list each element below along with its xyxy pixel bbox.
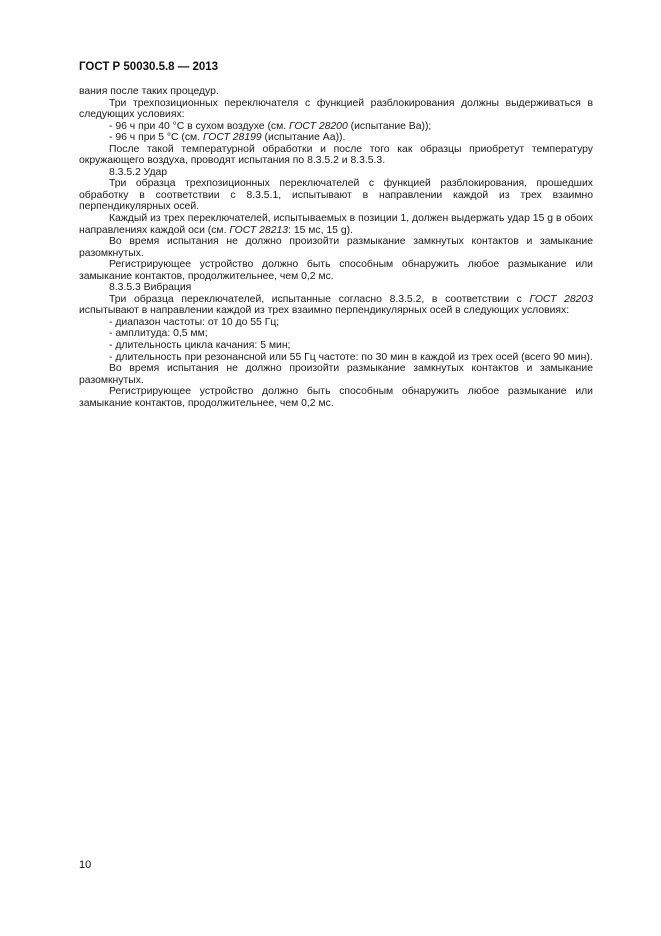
list-item: - диапазон частоты: от 10 до 55 Гц;: [109, 316, 280, 328]
paragraph: Три образца трехпозиционных переключателей с функцией разблокирования, прошедших обработку в соответствии с 8.3.5.1, испытывают в направлении каждой из трех взаимно перпендикулярных осей.: [79, 178, 593, 213]
paragraph: Во время испытания не должно произойти размыкание замкнутых контактов и замыкание разомкнутых.: [79, 363, 593, 386]
document-header: ГОСТ Р 50030.5.8 — 2013: [79, 61, 219, 73]
paragraph: Во время испытания не должно произойти размыкание замкнутых контактов и замыкание разомкнутых.: [79, 236, 593, 259]
standard-reference: ГОСТ 28200: [289, 120, 348, 132]
list-item: - длительность при резонансной или 55 Гц частоте: по 30 мин в каждой из трех осей (всего 90 мин).: [109, 351, 593, 363]
paragraph: Регистрирующее устройство должно быть способным обнаружить любое размыкание или замыкание контактов, продолжительнее, чем 0,2 мс.: [79, 259, 593, 282]
paragraph: вания после таких процедур.: [79, 86, 219, 97]
list-item: - 96 ч при 40 °С в сухом воздухе (см. ГОСТ 28200 (испытание Ва));: [109, 120, 432, 132]
document-body: [79, 86, 593, 409]
standard-reference: ГОСТ 28203: [529, 293, 593, 305]
list-item: - амплитуда: 0,5 мм;: [109, 328, 208, 340]
list-item: - 96 ч при 5 °С (см. ГОСТ 28199 (испытание Аа)).: [109, 132, 346, 144]
list-item: - длительность цикла качания: 5 мин;: [109, 340, 291, 352]
standard-reference: ГОСТ 28199: [202, 132, 262, 144]
paragraph: Каждый из трех переключателей, испытываемых в позиции 1, должен выдержать удар 15 g в обоих направлениях каждой оси (см. ГОСТ 28213: 15 мс, 15 g).: [79, 213, 593, 236]
standard-reference: ГОСТ 28213: [229, 224, 289, 236]
paragraph: Регистрирующее устройство должно быть способным обнаружить любое размыкание или замыкание контактов, продолжительнее, чем 0,2 мс.: [79, 386, 593, 409]
paragraph: Три образца переключателей, испытанные согласно 8.3.5.2, в соответствии с ГОСТ 28203 испытывают в направлении каждой из трех взаимно перпендикулярных осей в следующих условиях:: [79, 293, 593, 317]
page-number: 10: [79, 859, 92, 871]
section-heading: 8.3.5.2 Удар: [109, 166, 168, 178]
section-heading: 8.3.5.3 Вибрация: [109, 282, 192, 294]
paragraph: Три трехпозиционных переключателя с функцией разблокирования должны выдерживаться в следующих условиях:: [79, 97, 593, 121]
paragraph: После такой температурной обработки и после того как образцы приобретут температуру окружающего воздуха, проводят испытания по 8.3.5.2 и 8.3.5.3.: [79, 143, 593, 167]
